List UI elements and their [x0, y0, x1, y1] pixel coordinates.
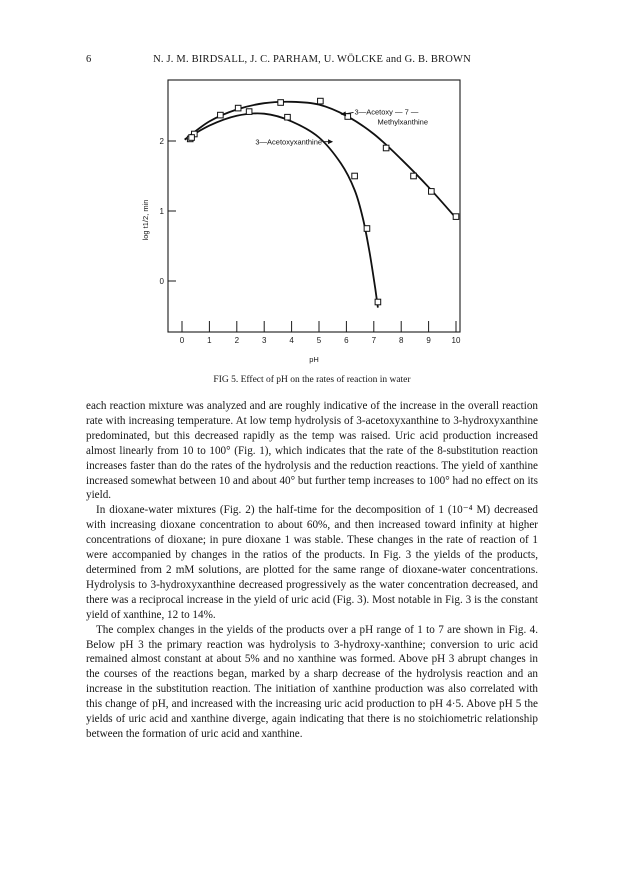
data-point — [364, 226, 370, 232]
x-tick-label: 8 — [398, 336, 404, 345]
ph-effect-chart — [0, 0, 624, 370]
data-point — [318, 98, 324, 104]
y-tick-label: 0 — [159, 277, 164, 286]
x-axis-label: pH — [309, 355, 319, 364]
y-tick-label: 2 — [159, 137, 164, 146]
figure-caption: FIG 5. Effect of pH on the rates of reaction in water — [213, 375, 411, 385]
x-tick-label: 5 — [316, 336, 322, 345]
data-point — [285, 114, 291, 120]
data-point — [246, 109, 252, 115]
y-tick-label: 1 — [159, 207, 164, 216]
series-label-methylxanthine-line1: 3—Acetoxy — 7 — — [354, 107, 419, 117]
data-point — [429, 189, 435, 195]
x-tick-label: 7 — [371, 336, 377, 345]
x-tick-label: 1 — [207, 336, 212, 345]
y-axis-label: log t1/2, min — [141, 199, 150, 241]
data-point — [235, 105, 241, 111]
paragraph: each reaction mixture was analyzed and are roughly indicative of the increase in the overall reaction rate with increasing temperature. At low temp hydrolysis of 3-acetoxyxanthine to 3-hydroxyxanthine predominated, but this decreased rapidly as the temp was raised. Uric acid production increased almost linearly from 10 to 100° (Fig. 1), which indicates that the rate of the 8-substitution reaction increases faster than do the rates of the hydrolysis and the reduction reactions. The yield of xanthine increased somewhat between 10 and about 40° but further temp increases to 100° had no effect on its yield. — [86, 400, 538, 502]
x-tick-label: 10 — [451, 336, 461, 345]
annotation-arrowhead — [328, 139, 333, 144]
x-tick-label: 3 — [261, 336, 267, 345]
page-number: 6 — [86, 54, 92, 65]
series-label-methylxanthine-line2: Methylxanthine — [377, 117, 429, 127]
data-point — [375, 299, 381, 305]
data-point — [411, 173, 417, 179]
data-point — [218, 112, 224, 118]
x-tick-label: 2 — [234, 336, 240, 345]
data-point — [352, 173, 358, 179]
running-head: N. J. M. BIRDSALL, J. C. PARHAM, U. WÖLCKE and G. B. BROWN — [153, 54, 471, 65]
paragraph: In dioxane-water mixtures (Fig. 2) the half-time for the decomposition of 1 (10⁻⁴ M) decreased with increasing dioxane concentration to about 60%, and then increased toward infinity at higher concentrations of dioxane; in pure dioxane 1 was stable. These changes in the rate of reaction of 1 were accompanied by changes in the ratios of the products. In Fig. 3 the yields of the products, determined from 2 mM solutions, are plotted for the same range of dioxane-water concentrations. Hydrolysis to 3-hydroxyxanthine decreased progressively as the water concentration decreased, and there was a reciprocal increase in the yield of uric acid (Fig. 3). Most notable in Fig. 3 is the constant yield of xanthine, 12 to 14%. — [86, 504, 538, 621]
x-tick-label: 6 — [344, 336, 349, 345]
data-point — [189, 135, 195, 141]
x-tick-label: 9 — [426, 336, 431, 345]
paragraph: The complex changes in the yields of the products over a pH range of 1 to 7 are shown in Fig. 4. Below pH 3 the primary reaction was hydrolysis to 3-hydroxy-xanthine; conversion to uric acid remained almost constant at about 5% and no xanthine was formed. Above pH 3 abrupt changes in the courses of the reactions began, marked by a sharp decrease of the hydrolysis reaction and an increase in the substitution reaction. The initiation of xanthine production was also correlated with this change of pH, and increased with the increasing uric acid production to pH 4·5. Above pH 5 the yields of uric acid and xanthine diverge, again indicating that there is no stoichiometric relationship between the formation of uric acid and xanthine. — [86, 623, 538, 740]
curve-layer — [185, 102, 456, 308]
data-point — [453, 214, 459, 220]
point-layer — [187, 98, 458, 305]
x-tick-label: 4 — [289, 336, 294, 345]
body-text — [86, 399, 538, 742]
series-label-acetoxyxanthine: 3—Acetoxyxanthine — [255, 137, 323, 147]
x-tick-label: 0 — [179, 336, 185, 345]
data-point — [383, 145, 389, 151]
data-point — [278, 100, 284, 106]
